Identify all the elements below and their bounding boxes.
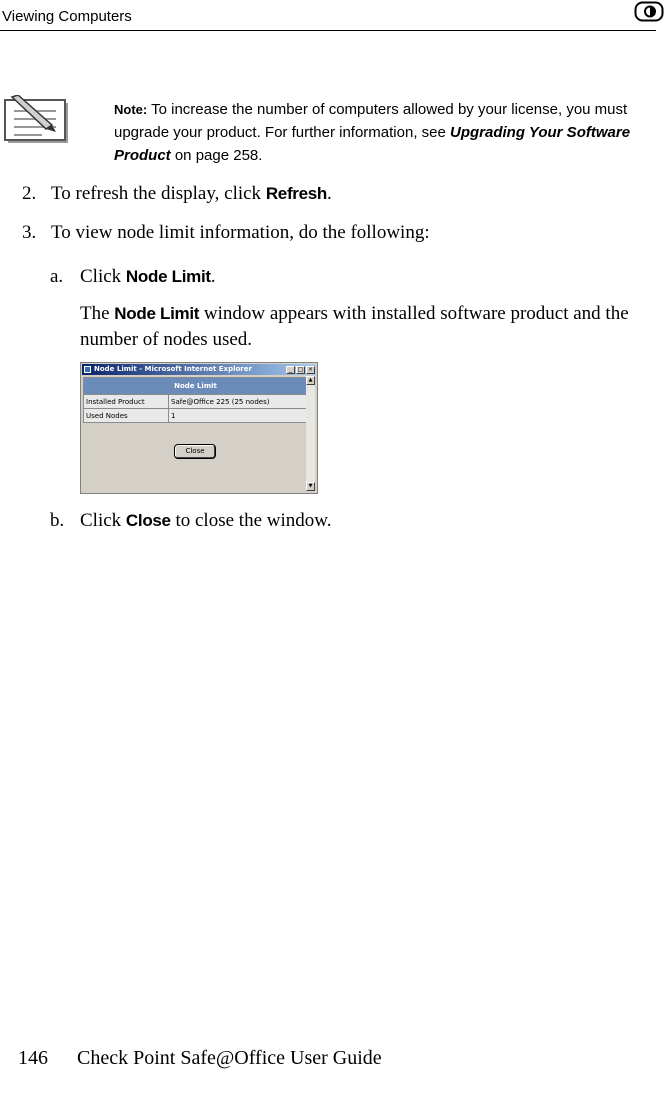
note-cross-reference-link[interactable]: Upgrading Your Software Product	[114, 124, 631, 164]
note-label: Note:	[114, 102, 148, 117]
table-row	[84, 395, 308, 409]
table-row	[84, 409, 308, 423]
substep-b	[50, 508, 650, 534]
substep-a	[50, 264, 650, 290]
step-text: Click	[80, 266, 126, 287]
step-3	[22, 220, 652, 246]
window-title: Node Limit - Microsoft Internet Explorer	[94, 365, 252, 373]
scroll-down-icon[interactable]: ▼	[306, 482, 315, 491]
substep-letter: a.	[50, 266, 64, 287]
node-limit-window-screenshot	[80, 362, 318, 494]
row-label: Installed Product	[84, 395, 169, 409]
row-label: Used Nodes	[84, 409, 169, 423]
step-number: 3.	[22, 222, 37, 243]
refresh-command: Refresh	[265, 184, 328, 203]
step-2	[22, 181, 652, 207]
desc-text: The	[80, 303, 115, 324]
step-text: To refresh the display, click	[51, 183, 266, 204]
minimize-icon: _	[286, 366, 295, 374]
step-punct: .	[327, 183, 332, 204]
scroll-up-icon[interactable]: ▲	[306, 376, 315, 385]
row-value: 1	[169, 409, 308, 423]
window-client-area	[83, 376, 308, 491]
header-title: Viewing Computers	[2, 8, 132, 25]
page-header	[0, 0, 656, 31]
window-title-bar	[82, 364, 316, 375]
desc-text-after: window appears with installed software product and the number of nodes used.	[80, 303, 629, 350]
node-limit-window-name: Node Limit	[114, 304, 200, 323]
maximize-icon: □	[297, 366, 304, 373]
page-footer	[18, 1047, 382, 1070]
footer-title: Check Point Safe@Office User Guide	[77, 1047, 382, 1069]
table-header: Node Limit	[84, 378, 308, 395]
row-value: Safe@Office 225 (25 nodes)	[169, 395, 308, 409]
step-number: 2.	[22, 183, 37, 204]
note-text-after: on page 258.	[170, 147, 263, 164]
step-text-after: to close the window.	[170, 510, 332, 531]
close-command: Close	[125, 511, 171, 530]
step-punct: .	[210, 266, 216, 287]
node-limit-table	[83, 377, 308, 423]
note-pencil-icon	[2, 95, 72, 147]
step-text: Click	[80, 510, 126, 531]
substep-letter: b.	[50, 510, 65, 531]
close-x-icon: ×	[307, 366, 314, 373]
checkpoint-logo-icon	[634, 1, 664, 22]
ie-app-icon	[84, 366, 91, 373]
note-text: To increase the number of computers allowed by your license, you must upgrade your product. For further information, see	[114, 101, 628, 141]
page-number: 146	[18, 1047, 48, 1069]
node-limit-command: Node Limit	[125, 267, 211, 286]
close-button[interactable]: Close	[175, 445, 215, 458]
step-text: To view node limit information, do the following:	[51, 222, 430, 243]
vertical-scrollbar[interactable]	[306, 376, 315, 491]
substep-a-description	[80, 301, 655, 353]
note-paragraph	[114, 98, 654, 167]
